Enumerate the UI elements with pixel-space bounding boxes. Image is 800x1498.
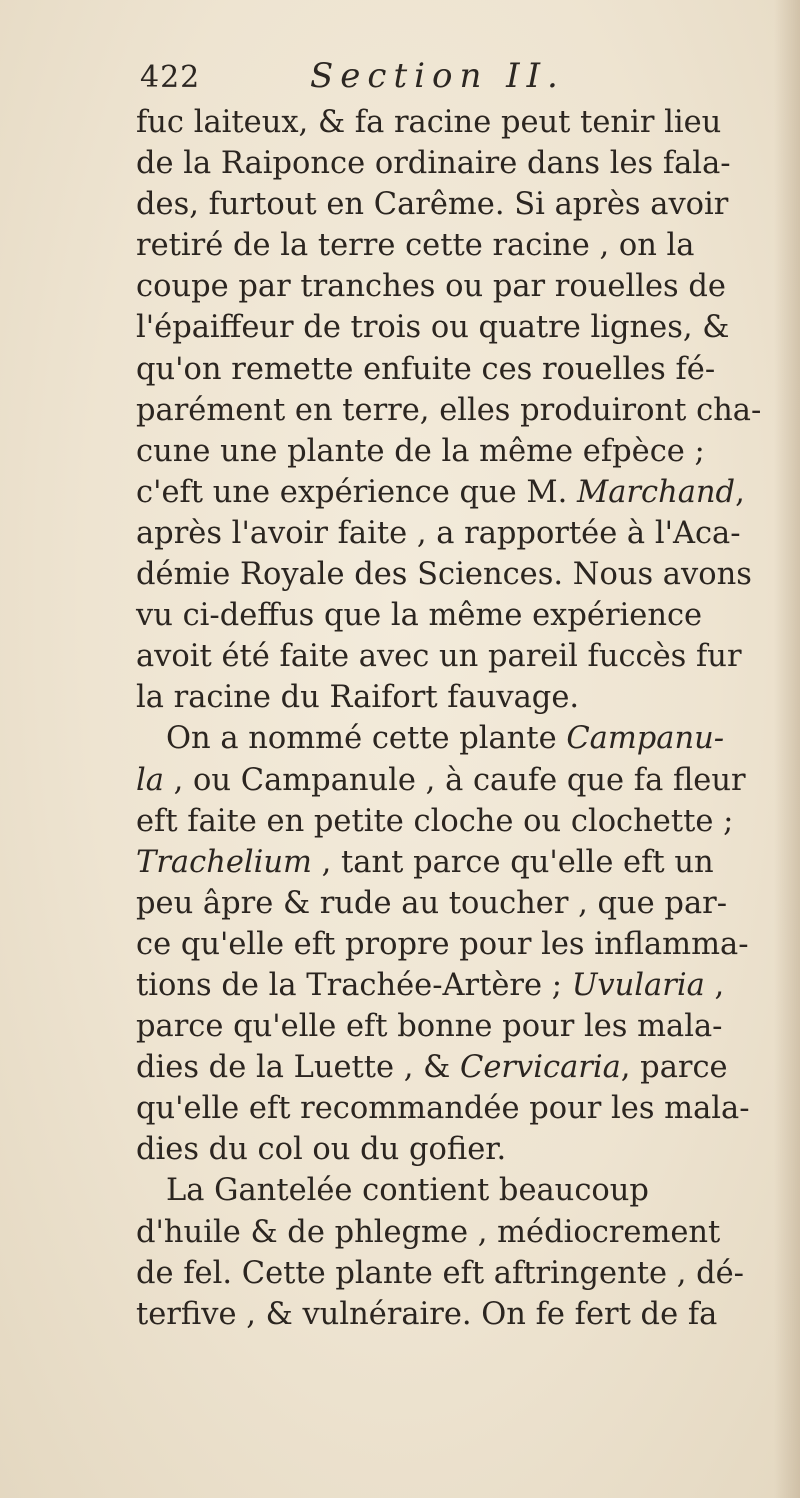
text-line: terfive , & vulnéraire. On fe fert de fa (136, 1296, 718, 1332)
text-line: fuc laiteux, & fa racine peut tenir lieu (136, 105, 722, 140)
text-line: coupe par tranches ou par rouelles de (136, 269, 726, 305)
italic-term: Cervicaria (460, 1050, 621, 1086)
text-line: c'eft une expérience que M. Marchand, (136, 474, 745, 510)
italic-term: la (136, 762, 164, 798)
text-line: tions de la Trachée-Artère ; Uvularia , (136, 967, 725, 1003)
text-line: peu âpre & rude au toucher , que par- (136, 885, 728, 921)
text-line: l'épaiffeur de trois ou quatre lignes, & (136, 310, 730, 346)
text-line: parce qu'elle eft bonne pour les mala- (136, 1009, 723, 1045)
page-number: 422 (140, 60, 201, 95)
italic-term: Campanu- (566, 721, 725, 757)
text-line: démie Royale des Sciences. Nous avons (136, 557, 752, 593)
body-text (136, 102, 798, 1335)
paragraph-start-line: On a nommé cette plante Campanu- (166, 721, 725, 757)
text-line: qu'on remette enfuite ces rouelles fé- (136, 351, 716, 387)
italic-term: Uvularia (571, 967, 705, 1003)
text-line: qu'elle eft recommandée pour les mala- (136, 1091, 750, 1127)
text-line: retiré de la terre cette racine , on la (136, 228, 695, 264)
text-line: vu ci-deffus que la même expérience (136, 598, 703, 634)
text-line: de fel. Cette plante eft aftringente , dé- (136, 1255, 744, 1291)
text-line: de la Raiponce ordinaire dans les fala- (136, 146, 731, 182)
text-line: la , ou Campanule , à caufe que fa fleur (136, 762, 746, 798)
paragraph-start-line: La Gantelée contient beaucoup (166, 1173, 649, 1209)
running-head: Section II. (310, 56, 565, 96)
text-line: dies du col ou du gofier. (136, 1132, 507, 1168)
text-line: d'huile & de phlegme , médiocrement (136, 1214, 721, 1250)
text-line: la racine du Raifort fauvage. (136, 680, 580, 716)
text-line: Trachelium , tant parce qu'elle eft un (136, 844, 714, 880)
text-line: parément en terre, elles produiront cha- (136, 392, 762, 428)
text-line: eft faite en petite cloche ou clochette ; (136, 803, 734, 839)
text-line: ce qu'elle eft propre pour les inflamma- (136, 926, 749, 962)
text-line: des, furtout en Carême. Si après avoir (136, 187, 729, 223)
italic-term: Trachelium (136, 844, 312, 880)
text-line: après l'avoir faite , a rapportée à l'Aca- (136, 515, 741, 551)
text-line: cune une plante de la même efpèce ; (136, 433, 705, 469)
text-line: dies de la Luette , & Cervicaria, parce (136, 1050, 728, 1086)
text-line: avoit été faite avec un pareil fuccès fur (136, 639, 742, 675)
page-header (140, 56, 740, 106)
italic-name: Marchand (577, 474, 736, 510)
